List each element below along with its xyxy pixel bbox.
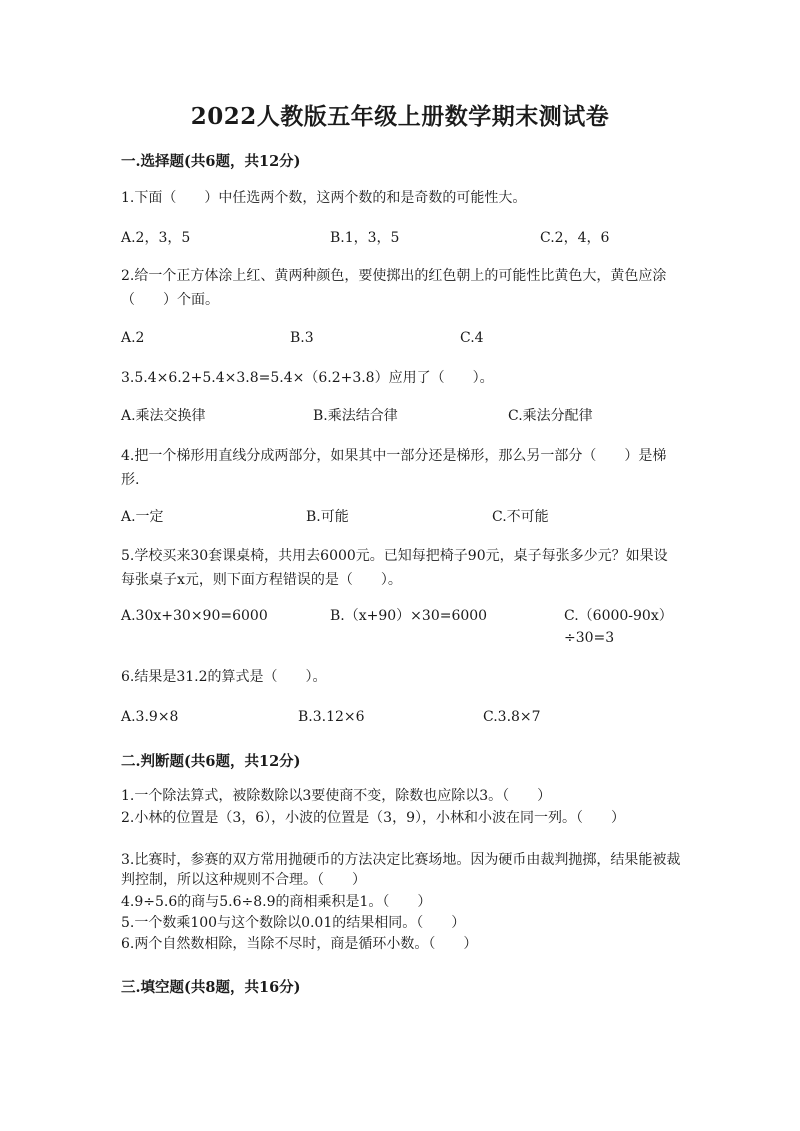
judge-question-4: 4.9÷5.6的商与5.6÷8.9的商相乘积是1。（ ） bbox=[121, 894, 432, 910]
section-heading-choice: 一.选择题(共6题，共12分) bbox=[121, 153, 301, 170]
choice-3-option-b: B.乘法结合律 bbox=[313, 408, 398, 424]
choice-5-option-c: C.（6000-90x）÷30=3 bbox=[564, 608, 673, 646]
choice-1-option-a: A.2，3，5 bbox=[121, 230, 191, 246]
choice-question-6: 6.结果是31.2的算式是（ ）。 bbox=[121, 669, 327, 685]
judge-question-3: 3.比赛时，参赛的双方常用抛硬币的方法决定比赛场地。因为硬币由裁判抛掷，结果能被裁判控制，所以这种规则不合理。（ ） bbox=[121, 852, 681, 888]
choice-question-1: 1.下面（ ）中任选两个数，这两个数的和是奇数的可能性大。 bbox=[121, 190, 527, 206]
choice-3-option-a: A.乘法交换律 bbox=[121, 408, 206, 424]
choice-question-4: 4.把一个梯形用直线分成两部分，如果其中一部分还是梯形，那么另一部分（ ）是梯形. bbox=[121, 448, 667, 488]
choice-5-option-b: B.（x+90）×30=6000 bbox=[330, 608, 488, 624]
choice-2-option-a: A.2 bbox=[121, 330, 145, 346]
choice-3-option-c: C.乘法分配律 bbox=[508, 408, 593, 424]
choice-1-option-b: B.1，3，5 bbox=[330, 230, 400, 246]
judge-question-6: 6.两个自然数相除，当除不尽时，商是循环小数。（ ） bbox=[121, 936, 478, 952]
choice-5-option-a: A.30x+30×90=6000 bbox=[121, 608, 268, 624]
choice-6-option-c: C.3.8×7 bbox=[483, 709, 541, 725]
choice-question-2: 2.给一个正方体涂上红、黄两种颜色，要使掷出的红色朝上的可能性比黄色大，黄色应涂（ ）个面。 bbox=[121, 268, 667, 308]
judge-question-5: 5.一个数乘100与这个数除以0.01的结果相同。（ ） bbox=[121, 915, 466, 931]
choice-1-option-c: C.2，4，6 bbox=[540, 230, 610, 246]
choice-6-option-a: A.3.9×8 bbox=[121, 709, 179, 725]
choice-2-option-c: C.4 bbox=[460, 330, 484, 346]
choice-question-3: 3.5.4×6.2+5.4×3.8=5.4×（6.2+3.8）应用了（ ）。 bbox=[121, 370, 494, 386]
choice-4-option-b: B.可能 bbox=[306, 509, 349, 525]
choice-6-option-b: B.3.12×6 bbox=[298, 709, 365, 725]
page-title: 2022人教版五年级上册数学期末测试卷 bbox=[190, 103, 610, 130]
section-heading-fill: 三.填空题(共8题，共16分) bbox=[121, 979, 301, 996]
choice-2-option-b: B.3 bbox=[290, 330, 314, 346]
judge-question-1: 1.一个除法算式，被除数除以3要使商不变，除数也应除以3。（ ） bbox=[121, 788, 552, 804]
choice-4-option-a: A.一定 bbox=[121, 509, 164, 525]
choice-question-5: 5.学校买来30套课桌椅，共用去6000元。已知每把椅子90元，桌子每张多少元？如果设每张桌子x元，则下面方程错误的是（ ）。 bbox=[121, 548, 668, 588]
choice-4-option-c: C.不可能 bbox=[492, 509, 549, 525]
section-heading-judge: 二.判断题(共6题，共12分) bbox=[121, 753, 301, 770]
judge-question-2: 2.小林的位置是（3，6），小波的位置是（3，9），小林和小波在同一列。（ ） bbox=[121, 810, 625, 826]
